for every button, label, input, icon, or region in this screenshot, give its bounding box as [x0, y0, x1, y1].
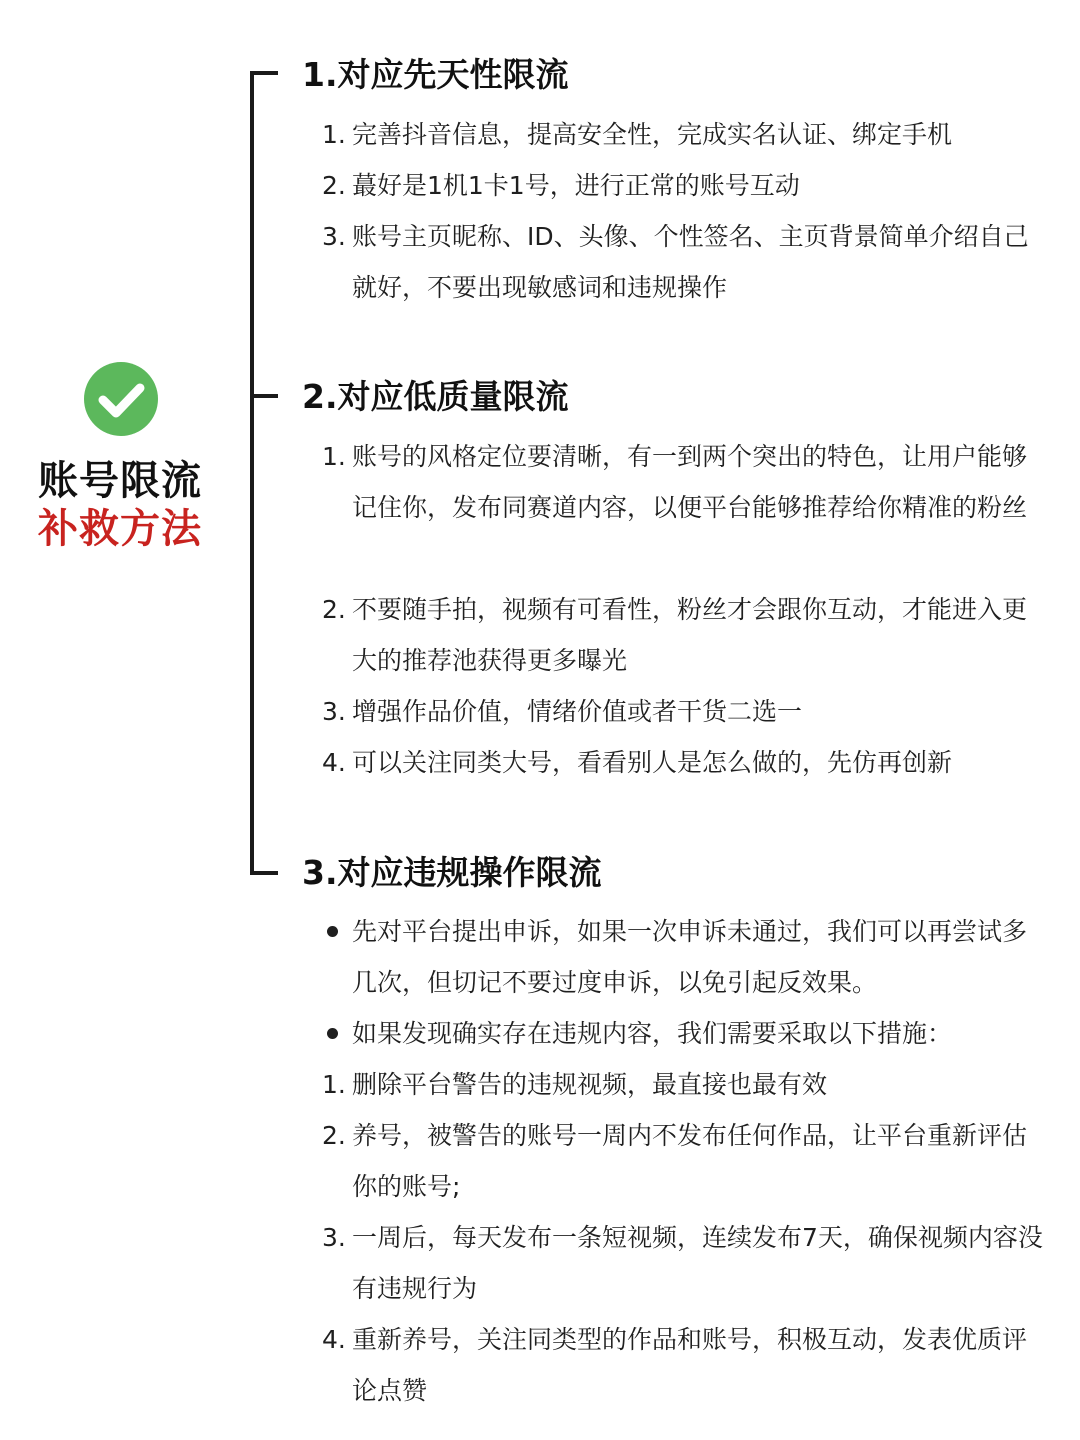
item-marker: 2. [322, 171, 346, 200]
item-marker: 1. [322, 120, 346, 149]
item-marker: 1. [322, 442, 346, 471]
section-heading-3: 3.对应违规操作限流 [302, 853, 602, 892]
item-text: 账号的风格定位要清晰，有一到两个突出的特色，让用户能够记住你，发布同赛道内容，以便平台能够推荐给你精准的粉丝 [352, 442, 1028, 522]
list-item [322, 584, 1047, 686]
bracket-line [250, 71, 254, 875]
list-item [322, 686, 1047, 737]
item-marker: 3. [322, 1223, 346, 1252]
list-item [322, 1110, 1047, 1212]
item-marker: 4. [322, 1325, 346, 1354]
title-line-1: 账号限流 [38, 458, 202, 504]
item-text: 增强作品价值，情绪价值或者干货二选一 [352, 697, 803, 726]
bullet-dot-icon [327, 1028, 338, 1039]
item-marker: 1. [322, 1070, 346, 1099]
item-text: 删除平台警告的违规视频，最直接也最有效 [352, 1070, 828, 1099]
list-item [322, 906, 1047, 1008]
title-line-2: 补救方法 [38, 506, 202, 552]
item-text: 蕞好是1机1卡1号，进行正常的账号互动 [352, 171, 800, 200]
item-marker: 3. [322, 222, 346, 251]
list-item [322, 1008, 1047, 1059]
list-item [322, 1314, 1047, 1416]
list-item [322, 431, 1047, 533]
item-marker: 4. [322, 748, 346, 777]
item-text: 重新养号，关注同类型的作品和账号，积极互动，发表优质评论点赞 [352, 1325, 1028, 1405]
item-text: 账号主页昵称、ID、头像、个性签名、主页背景简单介绍自己就好，不要出现敏感词和违规操作 [352, 222, 1029, 302]
list-item [322, 1059, 1047, 1110]
item-text: 先对平台提出申诉，如果一次申诉未通过，我们可以再尝试多几次，但切记不要过度申诉，以免引起反效果。 [352, 917, 1028, 997]
item-marker: 3. [322, 697, 346, 726]
item-marker: 2. [322, 595, 346, 624]
bracket-tick-3 [250, 871, 278, 875]
check-circle-icon [84, 362, 158, 436]
list-item [322, 160, 1047, 211]
item-text: 不要随手拍，视频有可看性，粉丝才会跟你互动，才能进入更大的推荐池获得更多曝光 [352, 595, 1028, 675]
bracket-tick-2 [250, 394, 278, 398]
item-text: 养号，被警告的账号一周内不发布任何作品，让平台重新评估你的账号; [352, 1121, 1028, 1201]
item-text: 如果发现确实存在违规内容，我们需要采取以下措施： [352, 1019, 953, 1048]
list-item [322, 211, 1047, 313]
list-item [322, 737, 1047, 788]
bullet-dot-icon [327, 926, 338, 937]
list-item [322, 109, 1047, 160]
item-text: 可以关注同类大号，看看别人是怎么做的，先仿再创新 [352, 748, 953, 777]
section-heading-1: 1.对应先天性限流 [302, 55, 569, 94]
section-heading-2: 2.对应低质量限流 [302, 377, 569, 416]
bracket-tick-1 [250, 71, 278, 75]
item-text: 一周后，每天发布一条短视频，连续发布7天，确保视频内容没有违规行为 [352, 1223, 1043, 1303]
list-item [322, 1212, 1047, 1314]
item-text: 完善抖音信息，提高安全性，完成实名认证、绑定手机 [352, 120, 953, 149]
item-marker: 2. [322, 1121, 346, 1150]
